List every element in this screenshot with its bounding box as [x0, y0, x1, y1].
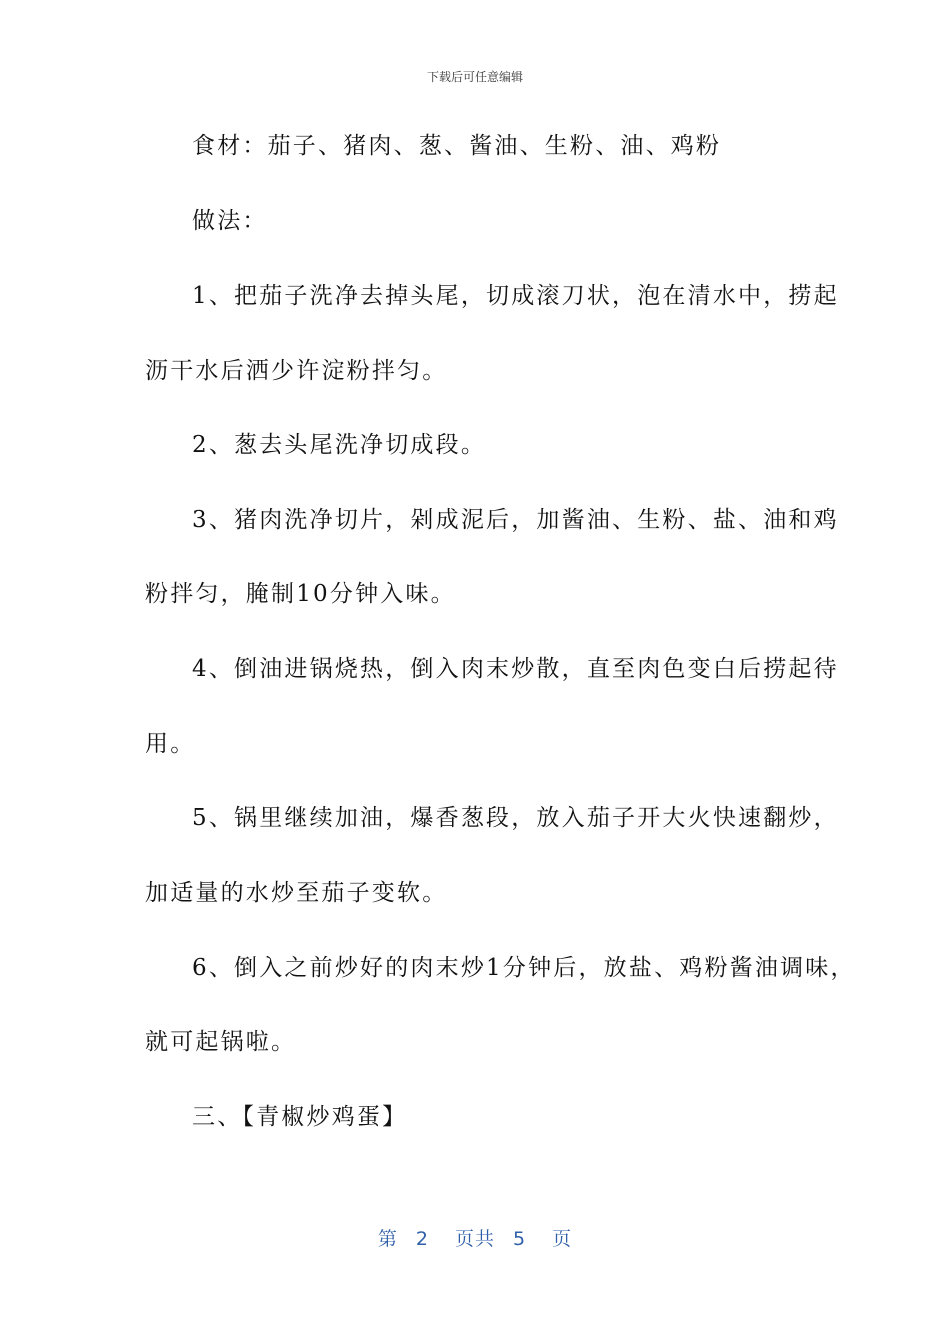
page-footer [0, 1224, 950, 1251]
step-2-line-1: 2、葱去头尾洗净切成段。 [192, 432, 487, 458]
step-6-line-1: 6、倒入之前炒好的肉末炒1分钟后，放盐、鸡粉酱油调味， [192, 955, 856, 981]
step-5-line-2: 加适量的水炒至茄子变软。 [145, 880, 448, 906]
step-3-line-2: 粉拌匀，腌制10分钟入味。 [145, 581, 456, 607]
current-page-number: 2 [415, 1228, 429, 1250]
method-heading: 做法： [192, 208, 268, 234]
header-note: 下载后可任意编辑 [426, 70, 523, 84]
step-5-line-1: 5、锅里继续加油，爆香葱段，放入茄子开大火快速翻炒， [192, 805, 839, 831]
ingredients-line: 食材：茄子、猪肉、葱、酱油、生粉、油、鸡粉 [192, 133, 722, 159]
step-1-line-2: 沥干水后洒少许淀粉拌匀。 [145, 358, 448, 384]
step-6-line-2: 就可起锅啦。 [145, 1029, 297, 1055]
step-3-line-1: 3、猪肉洗净切片，剁成泥后，加酱油、生粉、盐、油和鸡 [192, 507, 839, 533]
step-1-line-1: 1、把茄子洗净去掉头尾，切成滚刀状，泡在清水中，捞起 [192, 283, 839, 309]
step-4-line-1: 4、倒油进锅烧热，倒入肉末炒散，直至肉色变白后捞起待 [192, 656, 839, 682]
total-pages-number: 5 [513, 1228, 527, 1250]
section-heading-3: 三、【青椒炒鸡蛋】 [192, 1104, 408, 1130]
step-4-line-2: 用。 [145, 731, 196, 757]
footer-mid: 页共 [454, 1228, 495, 1250]
footer-prefix: 第 [377, 1228, 398, 1250]
footer-suffix: 页 [552, 1228, 573, 1250]
